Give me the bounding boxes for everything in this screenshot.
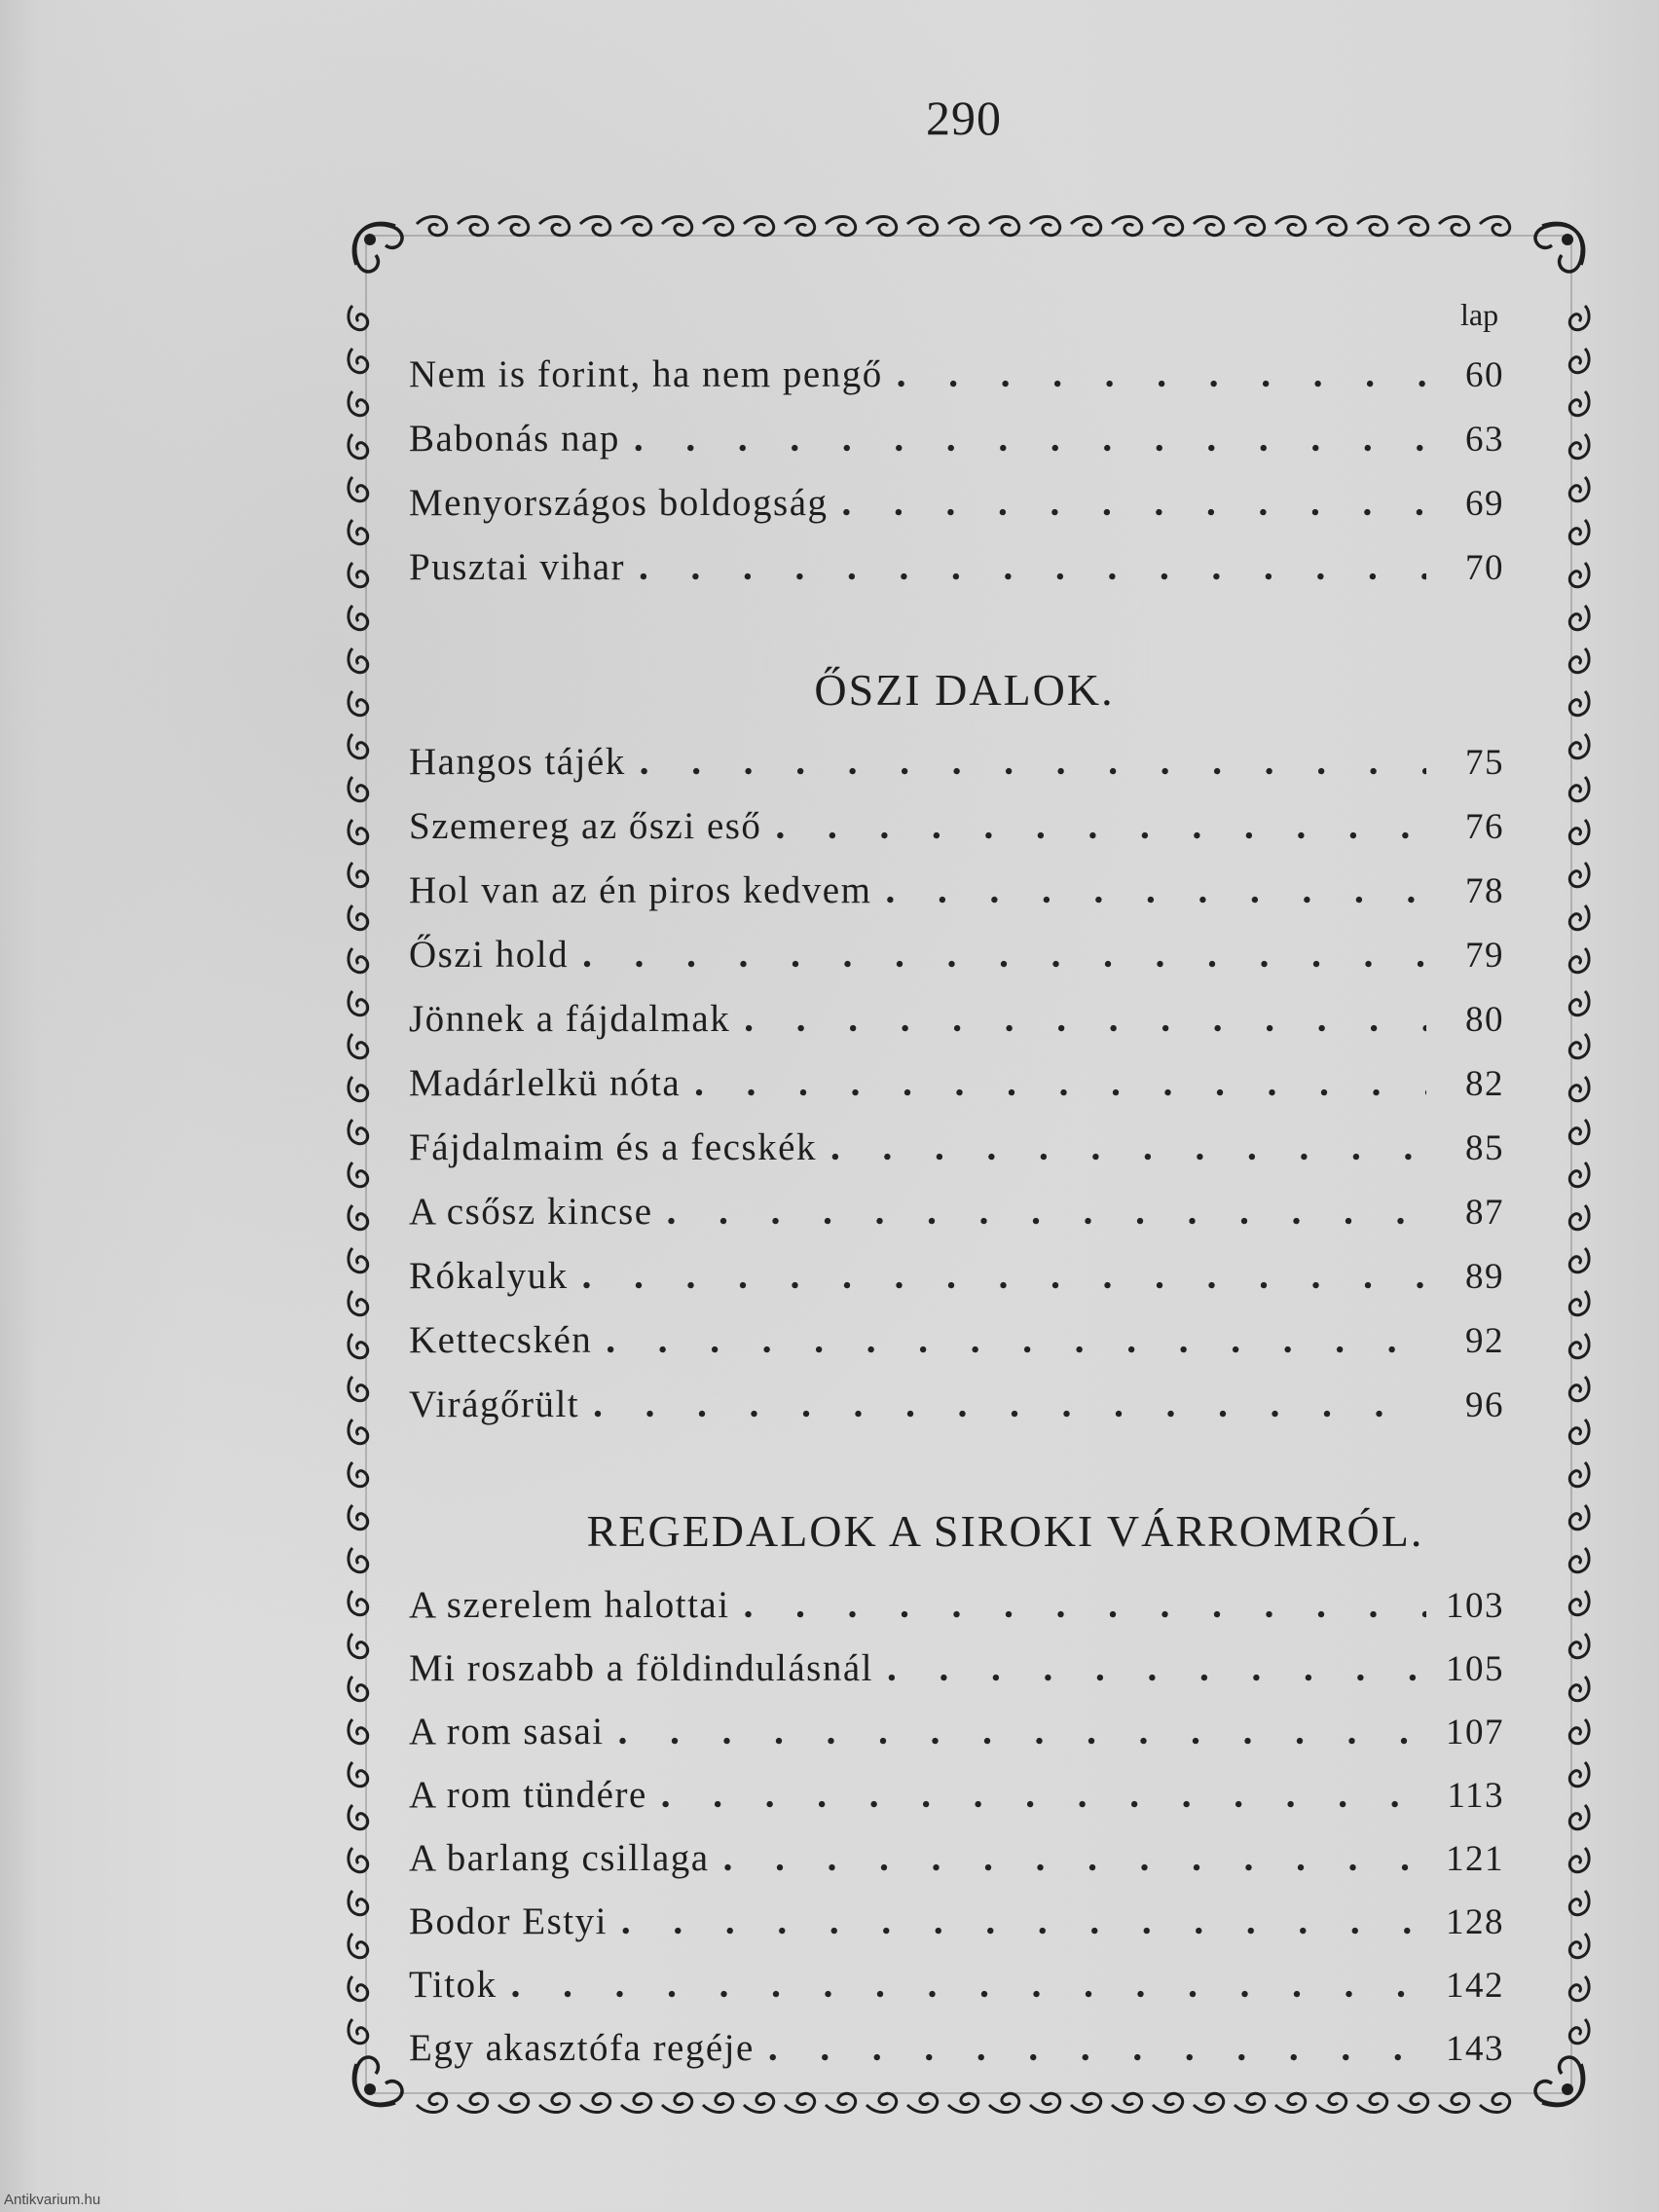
toc-entry-title: A barlang csillaga <box>409 1837 710 1879</box>
toc-entry-page: 60 <box>1465 355 1504 395</box>
leader-dots <box>723 1836 1426 1880</box>
leader-dots <box>640 740 1426 784</box>
leader-dots <box>618 1710 1426 1753</box>
toc-entry-title: A rom sasai <box>409 1711 605 1752</box>
toc-entry <box>409 545 1504 600</box>
toc-entry <box>409 1963 1504 2017</box>
toc-entry <box>409 481 1504 535</box>
section-heading: REGEDALOK A SIROKI VÁRROMRÓL. <box>586 1506 1424 1556</box>
toc-entry <box>409 868 1504 923</box>
toc-entry <box>409 1836 1504 1891</box>
toc-entry <box>409 1646 1504 1701</box>
toc-entry-title: A szerelem halottai <box>409 1584 730 1626</box>
toc-entry-page: 76 <box>1465 807 1504 847</box>
toc-entry-page: 89 <box>1465 1257 1504 1297</box>
leader-dots <box>830 1125 1426 1169</box>
toc-entry-title: A csősz kincse <box>409 1191 653 1233</box>
watermark: Antikvarium.hu <box>4 2192 101 2208</box>
toc-entry-page: 79 <box>1465 936 1504 976</box>
toc-entry <box>409 740 1504 794</box>
toc-entry-page: 82 <box>1465 1064 1504 1104</box>
toc-entry <box>409 1318 1504 1373</box>
toc-entry-title: Őszi hold <box>409 934 570 976</box>
toc-entry <box>409 1583 1504 1638</box>
leader-dots <box>606 1318 1426 1362</box>
toc-entry-title: A rom tündére <box>409 1774 647 1816</box>
leader-dots <box>768 2026 1426 2070</box>
page-number: 290 <box>926 91 1002 145</box>
leader-dots <box>621 1899 1426 1943</box>
toc-entry-page: 105 <box>1446 1649 1504 1689</box>
toc-entry-page: 63 <box>1465 420 1504 460</box>
toc-entry-page: 92 <box>1465 1321 1504 1361</box>
toc-entry <box>409 1382 1504 1437</box>
toc-entry <box>409 1254 1504 1309</box>
toc-entry <box>409 1061 1504 1116</box>
toc-entry <box>409 1773 1504 1827</box>
toc-entry <box>409 997 1504 1051</box>
leader-dots <box>511 1963 1426 2007</box>
toc-entry-page: 78 <box>1465 871 1504 911</box>
toc-entry-title: Mi roszabb a földindulásnál <box>409 1647 873 1689</box>
toc-entry <box>409 1710 1504 1764</box>
toc-entry-title: Pusztai vihar <box>409 546 626 588</box>
leader-dots <box>582 933 1426 977</box>
toc-entry-title: Menyországos boldogság <box>409 482 829 524</box>
page-column-label: lap <box>1460 297 1499 332</box>
leader-dots <box>661 1773 1426 1817</box>
leader-dots <box>885 868 1426 912</box>
toc-entry <box>409 1899 1504 1954</box>
toc-entry-title: Rókalyuk <box>409 1255 569 1297</box>
toc-entry-page: 96 <box>1465 1385 1504 1425</box>
toc-entry <box>409 417 1504 471</box>
toc-entry <box>409 804 1504 859</box>
toc-entry-title: Egy akasztófa regéje <box>409 2027 755 2069</box>
toc-entry-page: 121 <box>1446 1839 1504 1879</box>
toc-entry-page: 87 <box>1465 1193 1504 1233</box>
leader-dots <box>634 417 1426 461</box>
toc-entry <box>409 2026 1504 2081</box>
toc-entry <box>409 1125 1504 1180</box>
toc-entry-title: Madárlelkü nóta <box>409 1062 682 1104</box>
toc-entry-title: Babonás nap <box>409 418 620 460</box>
toc-entry-title: Fájdalmaim és a fecskék <box>409 1126 817 1168</box>
toc-entry-title: Szemereg az őszi eső <box>409 805 762 847</box>
toc-entry-page: 80 <box>1465 1000 1504 1040</box>
toc-entry-page: 113 <box>1447 1776 1504 1816</box>
toc-entry-title: Bodor Estyi <box>409 1900 608 1942</box>
toc-entry-page: 107 <box>1446 1713 1504 1752</box>
toc-entry-title: Hol van az én piros kedvem <box>409 869 872 911</box>
leader-dots <box>667 1190 1426 1234</box>
toc-entry-page: 143 <box>1446 2029 1504 2069</box>
toc-entry-title: Titok <box>409 1964 498 2006</box>
toc-entry-page: 142 <box>1446 1966 1504 2006</box>
leader-dots <box>744 1583 1426 1627</box>
section-heading: ŐSZI DALOK. <box>814 665 1115 715</box>
leader-dots <box>639 545 1426 589</box>
toc-entry-page: 103 <box>1446 1586 1504 1626</box>
leader-dots <box>593 1382 1426 1426</box>
toc-entry-title: Kettecskén <box>409 1319 593 1361</box>
toc-entry-title: Hangos tájék <box>409 741 626 783</box>
toc-entry-page: 75 <box>1465 743 1504 783</box>
toc-entry-page: 69 <box>1465 484 1504 524</box>
leader-dots <box>744 997 1426 1041</box>
leader-dots <box>582 1254 1426 1298</box>
toc-entry-title: Nem is forint, ha nem pengő <box>409 353 883 395</box>
leader-dots <box>775 804 1426 848</box>
leader-dots <box>887 1646 1426 1690</box>
toc-entry <box>409 1190 1504 1244</box>
toc-entry-title: Virágőrült <box>409 1383 580 1425</box>
toc-entry-page: 128 <box>1446 1902 1504 1942</box>
toc-entry <box>409 352 1504 407</box>
toc-entry <box>409 933 1504 987</box>
leader-dots <box>897 352 1426 396</box>
leader-dots <box>842 481 1426 525</box>
leader-dots <box>694 1061 1426 1105</box>
toc-entry-page: 70 <box>1465 548 1504 588</box>
toc-entry-title: Jönnek a fájdalmak <box>409 998 731 1040</box>
toc-entry-page: 85 <box>1465 1128 1504 1168</box>
